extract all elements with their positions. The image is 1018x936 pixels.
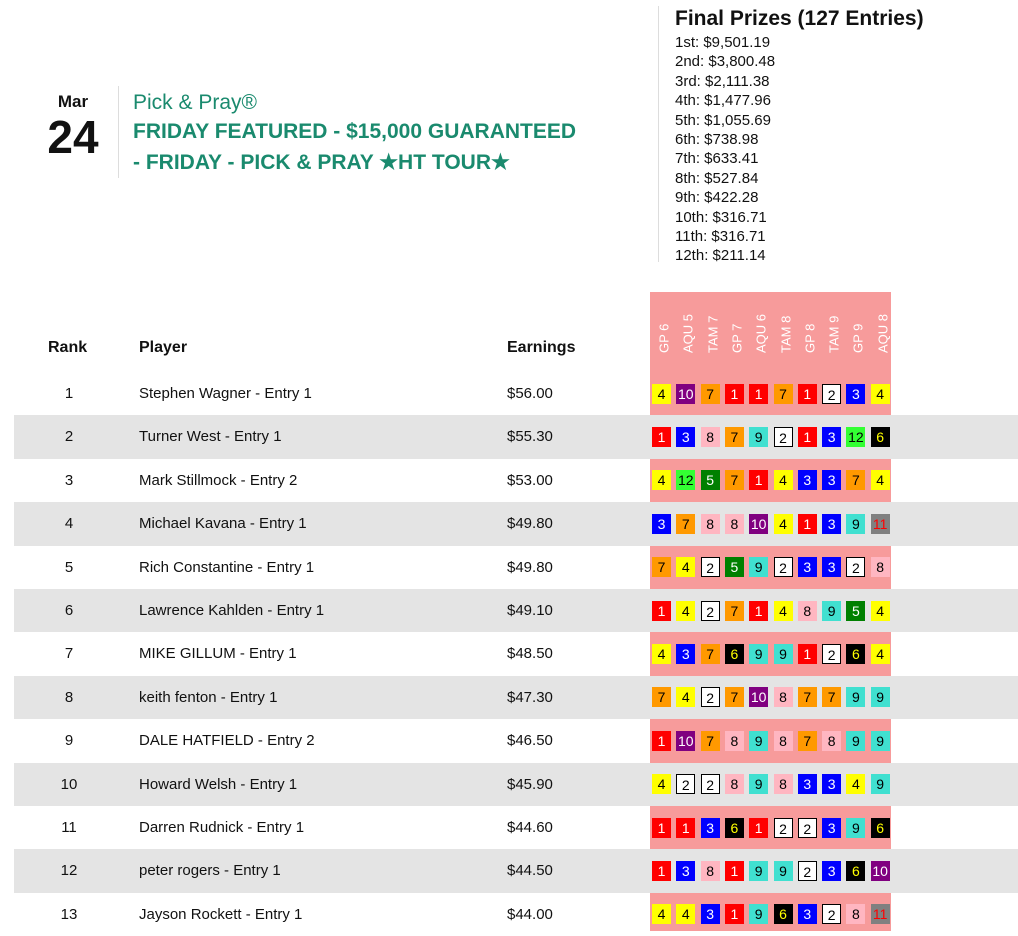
table-row[interactable] — [14, 893, 1018, 936]
pick-saddle-cloth: 1 — [652, 818, 671, 838]
pick-saddle-cloth: 3 — [822, 861, 841, 881]
prize-line: 10th: $316.71 — [675, 208, 767, 226]
pick-saddle-cloth: 8 — [822, 731, 841, 751]
race-header[interactable]: TAM 8 — [778, 315, 793, 353]
pick-saddle-cloth: 3 — [676, 861, 695, 881]
pick-saddle-cloth: 9 — [749, 427, 768, 447]
pick-saddle-cloth: 6 — [725, 644, 744, 664]
pick-saddle-cloth: 10 — [750, 515, 767, 532]
pick-saddle-cloth: 2 — [822, 644, 841, 664]
race-header[interactable]: GP 7 — [729, 323, 745, 353]
pick-saddle-cloth: 2 — [701, 774, 720, 794]
earnings-header[interactable]: Earnings — [507, 339, 576, 356]
player-name: keith fenton - Entry 1 — [139, 688, 278, 706]
date-day: 24 — [47, 111, 99, 163]
table-row[interactable] — [14, 763, 1018, 806]
race-header[interactable]: AQU 8 — [875, 313, 891, 353]
pick-saddle-cloth: 8 — [701, 427, 720, 447]
pick-saddle-cloth: 6 — [846, 861, 865, 881]
pick-saddle-cloth: 9 — [749, 557, 768, 577]
pick-saddle-cloth: 4 — [871, 644, 890, 664]
table-row[interactable] — [14, 372, 1018, 415]
pick-saddle-cloth: 2 — [822, 904, 841, 924]
race-header[interactable]: AQU 6 — [753, 313, 769, 353]
earnings-cell: $49.10 — [507, 602, 553, 619]
pick-saddle-cloth: 9 — [846, 731, 865, 751]
pick-saddle-cloth: 7 — [701, 731, 720, 751]
table-row[interactable] — [14, 676, 1018, 719]
pick-saddle-cloth: 4 — [676, 904, 695, 924]
pick-saddle-cloth: 2 — [822, 384, 841, 404]
pick-saddle-cloth: 1 — [798, 644, 817, 664]
pick-saddle-cloth: 9 — [749, 774, 768, 794]
pick-saddle-cloth: 7 — [798, 731, 817, 751]
pick-saddle-cloth: 9 — [871, 687, 890, 707]
pick-saddle-cloth: 2 — [774, 818, 793, 838]
pick-saddle-cloth: 6 — [871, 818, 890, 838]
pick-saddle-cloth: 9 — [871, 774, 890, 794]
earnings-cell: $56.00 — [507, 385, 553, 402]
pick-saddle-cloth: 4 — [676, 557, 695, 577]
player-name: Jayson Rockett - Entry 1 — [139, 905, 303, 923]
earnings-cell: $55.30 — [507, 428, 553, 446]
table-row[interactable] — [14, 806, 1018, 849]
pick-saddle-cloth: 2 — [701, 687, 720, 707]
pick-saddle-cloth: 3 — [822, 470, 841, 490]
contest-name-line2: - FRIDAY - PICK & PRAY ★HT TOUR★ — [133, 151, 510, 174]
pick-saddle-cloth: 4 — [774, 514, 793, 534]
pick-saddle-cloth: 6 — [774, 904, 793, 924]
pick-saddle-cloth: 2 — [798, 861, 817, 881]
race-header[interactable]: GP 6 — [656, 323, 672, 353]
pick-saddle-cloth: 1 — [749, 601, 768, 621]
pick-saddle-cloth: 1 — [652, 601, 671, 621]
pick-saddle-cloth: 9 — [846, 514, 865, 534]
earnings-cell: $49.80 — [507, 558, 553, 576]
pick-saddle-cloth: 9 — [822, 601, 841, 621]
pick-saddle-cloth: 2 — [798, 818, 817, 838]
pick-saddle-cloth: 9 — [871, 731, 890, 751]
pick-saddle-cloth: 8 — [725, 514, 744, 534]
prize-line: 1st: $9,501.19 — [675, 34, 771, 51]
rank-cell: 7 — [64, 645, 74, 663]
pick-saddle-cloth: 3 — [798, 774, 817, 794]
prize-line: 2nd: $3,800.48 — [675, 53, 776, 71]
pick-saddle-cloth: 4 — [676, 601, 695, 621]
pick-saddle-cloth: 1 — [652, 731, 671, 751]
pick-saddle-cloth: 7 — [774, 384, 793, 404]
pick-saddle-cloth: 3 — [846, 384, 865, 404]
pick-saddle-cloth: 1 — [749, 818, 768, 838]
rank-cell: 10 — [60, 775, 78, 793]
pick-saddle-cloth: 2 — [676, 774, 695, 794]
pick-saddle-cloth: 10 — [678, 732, 694, 749]
earnings-cell: $48.50 — [507, 645, 553, 663]
table-row[interactable] — [14, 459, 1018, 502]
contest-brand[interactable]: Pick & Pray® — [133, 91, 258, 114]
pick-saddle-cloth: 1 — [798, 427, 817, 447]
race-header[interactable]: GP 8 — [802, 323, 818, 353]
pick-saddle-cloth: 8 — [774, 687, 793, 707]
player-name: Mark Stillmock - Entry 2 — [139, 471, 298, 489]
event-date — [40, 92, 106, 162]
pick-saddle-cloth: 8 — [846, 904, 865, 924]
pick-saddle-cloth: 5 — [701, 470, 720, 490]
pick-saddle-cloth: 6 — [871, 427, 890, 447]
pick-saddle-cloth: 3 — [676, 644, 695, 664]
pick-saddle-cloth: 5 — [846, 601, 865, 621]
pick-saddle-cloth: 4 — [676, 687, 695, 707]
pick-saddle-cloth: 9 — [774, 861, 793, 881]
pick-saddle-cloth: 3 — [701, 818, 720, 838]
rank-cell: 2 — [64, 428, 74, 446]
pick-saddle-cloth: 3 — [822, 514, 841, 534]
rank-cell: 11 — [61, 819, 77, 836]
pick-saddle-cloth: 8 — [871, 557, 890, 577]
pick-saddle-cloth: 4 — [774, 601, 793, 621]
pick-saddle-cloth: 4 — [846, 774, 865, 794]
race-header[interactable]: TAM 7 — [705, 315, 721, 353]
player-name: MIKE GILLUM - Entry 1 — [139, 645, 297, 663]
prize-line: 3rd: $2,111.38 — [675, 72, 770, 90]
pick-saddle-cloth: 4 — [871, 470, 890, 490]
player-name: Darren Rudnick - Entry 1 — [139, 819, 305, 836]
prize-list — [675, 6, 924, 266]
pick-saddle-cloth: 1 — [725, 384, 744, 404]
pick-saddle-cloth: 10 — [872, 863, 888, 880]
pick-saddle-cloth: 8 — [725, 731, 744, 751]
table-row[interactable] — [14, 632, 1018, 675]
prize-line: 11th: $316.71 — [675, 228, 766, 246]
pick-saddle-cloth: 3 — [822, 774, 841, 794]
pick-saddle-cloth: 10 — [678, 385, 694, 402]
pick-saddle-cloth: 1 — [676, 818, 695, 838]
pick-saddle-cloth: 3 — [822, 557, 841, 577]
pick-saddle-cloth: 6 — [846, 644, 865, 664]
pick-saddle-cloth: 10 — [750, 689, 767, 706]
divider — [118, 86, 119, 178]
pick-saddle-cloth: 7 — [725, 427, 744, 447]
prize-line: 12th: $211.14 — [675, 247, 766, 265]
earnings-cell: $47.30 — [507, 688, 553, 706]
earnings-cell: $53.00 — [507, 471, 553, 489]
player-name: Stephen Wagner - Entry 1 — [139, 385, 312, 402]
earnings-cell: $44.60 — [507, 819, 553, 836]
pick-saddle-cloth: 7 — [725, 687, 744, 707]
earnings-cell: $44.50 — [507, 862, 553, 880]
pick-saddle-cloth: 1 — [725, 861, 744, 881]
pick-saddle-cloth: 8 — [798, 601, 817, 621]
pick-saddle-cloth: 8 — [701, 861, 720, 881]
prize-line: 6th: $738.98 — [675, 131, 759, 149]
pick-saddle-cloth: 6 — [725, 818, 744, 838]
table-row[interactable] — [14, 849, 1018, 892]
prize-heading: Final Prizes (127 Entries) — [675, 7, 924, 30]
divider — [658, 6, 659, 262]
pick-saddle-cloth: 7 — [725, 601, 744, 621]
pick-saddle-cloth: 3 — [798, 557, 817, 577]
pick-saddle-cloth: 7 — [798, 687, 817, 707]
prize-line: 9th: $422.28 — [675, 189, 759, 207]
rank-cell: 12 — [60, 862, 78, 880]
pick-saddle-cloth: 8 — [725, 774, 744, 794]
rank-cell: 4 — [64, 515, 74, 533]
player-name: Howard Welsh - Entry 1 — [139, 775, 298, 793]
pick-saddle-cloth: 4 — [652, 774, 671, 794]
table-row[interactable] — [14, 719, 1018, 762]
rank-cell: 5 — [64, 558, 74, 576]
pick-saddle-cloth: 7 — [822, 687, 841, 707]
pick-saddle-cloth: 1 — [749, 470, 768, 490]
pick-saddle-cloth: 1 — [652, 427, 671, 447]
table-row[interactable] — [14, 546, 1018, 589]
race-header[interactable]: GP 9 — [850, 323, 866, 353]
pick-saddle-cloth: 3 — [676, 427, 695, 447]
pick-saddle-cloth: 8 — [774, 731, 793, 751]
pick-saddle-cloth: 12 — [848, 429, 864, 446]
pick-saddle-cloth: 4 — [652, 644, 671, 664]
pick-saddle-cloth: 1 — [652, 861, 671, 881]
pick-saddle-cloth: 8 — [701, 514, 720, 534]
pick-saddle-cloth: 7 — [846, 470, 865, 490]
table-row[interactable] — [14, 415, 1018, 458]
pick-saddle-cloth: 2 — [701, 601, 720, 621]
pick-saddle-cloth: 1 — [725, 904, 744, 924]
player-name: peter rogers - Entry 1 — [139, 862, 281, 880]
pick-saddle-cloth: 12 — [678, 472, 694, 489]
pick-saddle-cloth: 7 — [652, 687, 671, 707]
prize-line: 7th: $633.41 — [675, 150, 759, 168]
rank-cell: 13 — [60, 905, 78, 923]
pick-saddle-cloth: 1 — [798, 514, 817, 534]
prize-line: 8th: $527.84 — [675, 169, 759, 187]
pick-saddle-cloth: 4 — [652, 384, 671, 404]
pick-saddle-cloth: 5 — [725, 557, 744, 577]
pick-saddle-cloth: 9 — [846, 687, 865, 707]
prize-line: 5th: $1,055.69 — [675, 111, 771, 129]
pick-saddle-cloth: 7 — [701, 644, 720, 664]
pick-saddle-cloth: 8 — [774, 774, 793, 794]
pick-saddle-cloth: 4 — [652, 470, 671, 490]
table-row[interactable] — [14, 589, 1018, 632]
pick-saddle-cloth: 2 — [701, 557, 720, 577]
player-header[interactable]: Player — [139, 339, 188, 356]
earnings-cell: $46.50 — [507, 732, 553, 750]
rank-cell: 9 — [64, 732, 74, 750]
date-month: Mar — [57, 92, 89, 111]
pick-saddle-cloth: 3 — [701, 904, 720, 924]
contest-name-line1: FRIDAY FEATURED - $15,000 GUARANTEED — [133, 120, 577, 143]
player-name: DALE HATFIELD - Entry 2 — [139, 732, 315, 750]
rank-cell: 1 — [64, 385, 74, 402]
rank-header[interactable]: Rank — [48, 339, 88, 356]
earnings-cell: $49.80 — [507, 515, 553, 533]
pick-saddle-cloth: 9 — [774, 644, 793, 664]
pick-saddle-cloth: 4 — [652, 904, 671, 924]
pick-saddle-cloth: 4 — [871, 601, 890, 621]
pick-saddle-cloth: 9 — [749, 644, 768, 664]
earnings-cell: $45.90 — [507, 775, 553, 793]
race-header[interactable]: AQU 5 — [680, 313, 696, 353]
pick-saddle-cloth: 2 — [846, 557, 865, 577]
prize-line: 4th: $1,477.96 — [675, 92, 771, 110]
pick-saddle-cloth: 9 — [846, 818, 865, 838]
pick-saddle-cloth: 7 — [676, 514, 695, 534]
pick-saddle-cloth: 7 — [652, 557, 671, 577]
pick-saddle-cloth: 9 — [749, 861, 768, 881]
pick-saddle-cloth: 3 — [652, 514, 671, 534]
pick-saddle-cloth: 7 — [725, 470, 744, 490]
pick-saddle-cloth: 2 — [774, 557, 793, 577]
pick-saddle-cloth: 3 — [822, 427, 841, 447]
pick-saddle-cloth: 11 — [871, 514, 890, 534]
pick-saddle-cloth: 4 — [871, 384, 890, 404]
pick-saddle-cloth: 3 — [798, 470, 817, 490]
table-row[interactable] — [14, 502, 1018, 545]
player-name: Michael Kavana - Entry 1 — [139, 515, 307, 533]
pick-saddle-cloth: 3 — [798, 904, 817, 924]
pick-saddle-cloth: 1 — [798, 384, 817, 404]
rank-cell: 3 — [64, 471, 74, 489]
pick-saddle-cloth: 2 — [774, 427, 793, 447]
pick-saddle-cloth: 7 — [701, 384, 720, 404]
pick-saddle-cloth: 9 — [749, 731, 768, 751]
player-name: Turner West - Entry 1 — [139, 428, 282, 446]
pick-saddle-cloth: 1 — [749, 384, 768, 404]
player-name: Lawrence Kahlden - Entry 1 — [139, 602, 325, 619]
earnings-cell: $44.00 — [507, 905, 553, 923]
player-name: Rich Constantine - Entry 1 — [139, 558, 315, 576]
contest-title — [133, 90, 653, 178]
pick-saddle-cloth: 4 — [774, 470, 793, 490]
rank-cell: 8 — [64, 688, 74, 706]
race-header[interactable]: TAM 9 — [826, 315, 842, 353]
pick-saddle-cloth: 3 — [822, 818, 841, 838]
pick-saddle-cloth: 9 — [749, 904, 768, 924]
rank-cell: 6 — [64, 602, 74, 619]
pick-saddle-cloth: 11 — [871, 904, 890, 924]
